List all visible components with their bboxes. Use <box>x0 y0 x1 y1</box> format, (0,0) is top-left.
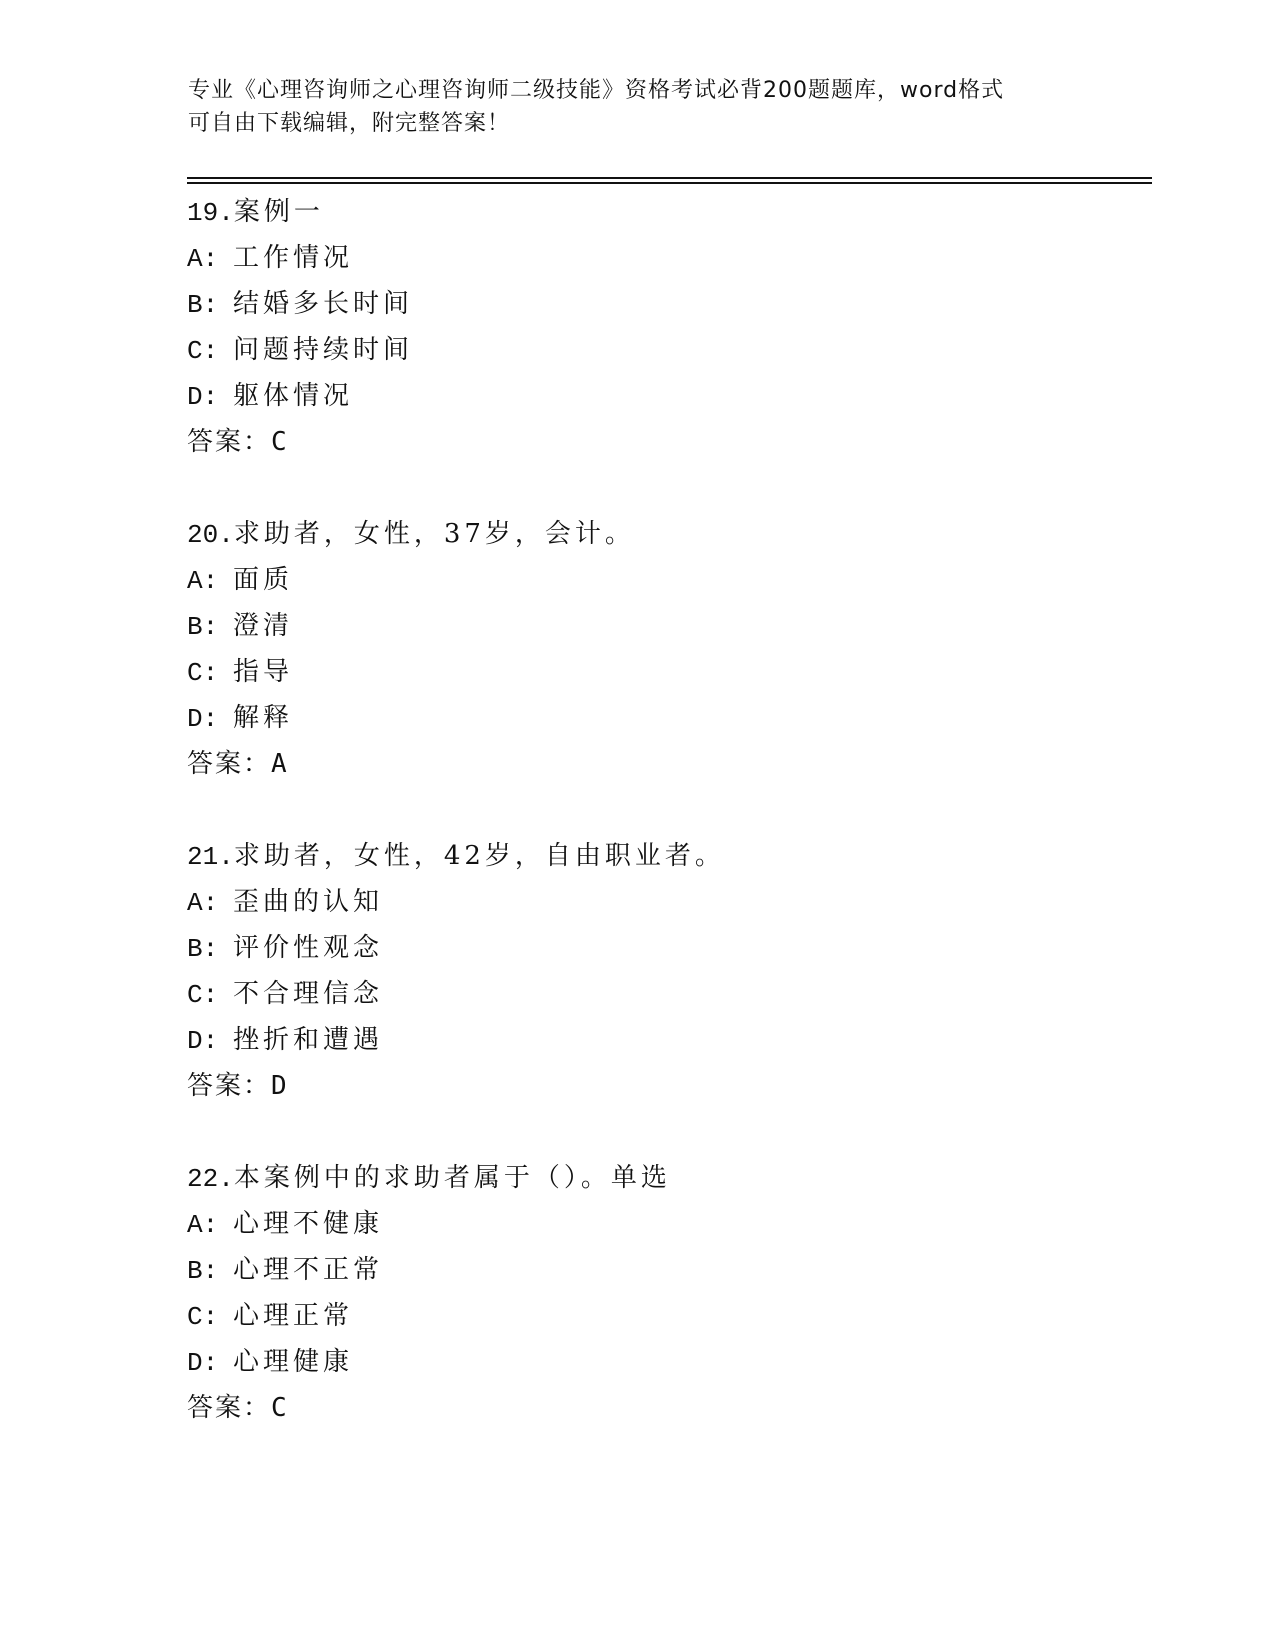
option-text: 工作情况 <box>233 243 354 273</box>
option-a <box>187 1201 1147 1247</box>
option-letter: D: <box>187 382 219 412</box>
option-text: 评价性观念 <box>233 933 384 963</box>
option-letter: C: <box>187 1302 219 1332</box>
option-text: 解释 <box>233 703 294 733</box>
option-c <box>187 1293 1147 1339</box>
question-number: 19. <box>187 198 234 228</box>
question-number: 22. <box>187 1164 234 1194</box>
header-divider-top <box>187 177 1152 179</box>
question-number: 21. <box>187 842 234 872</box>
question-text: 求助者，女性，42岁，自由职业者。 <box>233 841 725 871</box>
question-22 <box>187 1155 1147 1431</box>
answer-label: 答案： <box>187 1071 272 1101</box>
option-a <box>187 557 1147 603</box>
option-letter: B: <box>187 290 219 320</box>
answer-value: A <box>271 749 287 779</box>
option-text: 问题持续时间 <box>233 335 414 365</box>
header-divider-bottom <box>187 182 1152 184</box>
option-letter: A: <box>187 566 219 596</box>
option-b <box>187 603 1147 649</box>
answer-line <box>187 741 1147 787</box>
answer-value: C <box>271 1393 287 1423</box>
answer-value: C <box>271 427 287 457</box>
option-text: 心理不正常 <box>233 1255 384 1285</box>
answer-value: D <box>271 1071 287 1101</box>
option-letter: C: <box>187 980 219 1010</box>
option-text: 澄清 <box>233 611 294 641</box>
header-line-2: 可自由下载编辑，附完整答案！ <box>188 111 511 136</box>
header-line-1: 专业《心理咨询师之心理咨询师二级技能》资格考试必背200题题库，word格式 <box>188 78 1005 103</box>
option-b <box>187 925 1147 971</box>
option-a <box>187 879 1147 925</box>
option-letter: C: <box>187 658 219 688</box>
option-text: 躯体情况 <box>233 381 354 411</box>
option-text: 心理健康 <box>233 1347 354 1377</box>
question-21 <box>187 833 1147 1109</box>
option-letter: C: <box>187 336 219 366</box>
option-letter: A: <box>187 244 219 274</box>
option-text: 指导 <box>233 657 294 687</box>
question-list <box>187 189 1147 1477</box>
option-text: 歪曲的认知 <box>233 887 384 917</box>
question-text: 案例一 <box>233 197 324 227</box>
option-c <box>187 327 1147 373</box>
answer-label: 答案： <box>187 1393 272 1423</box>
option-letter: D: <box>187 1026 219 1056</box>
question-stem <box>187 833 1147 879</box>
answer-label: 答案： <box>187 427 272 457</box>
document-header <box>188 74 1088 140</box>
question-19 <box>187 189 1147 465</box>
option-letter: D: <box>187 704 219 734</box>
question-text: 求助者，女性，37岁，会计。 <box>233 519 635 549</box>
option-d <box>187 1339 1147 1385</box>
option-letter: B: <box>187 934 219 964</box>
answer-line <box>187 1385 1147 1431</box>
answer-label: 答案： <box>187 749 272 779</box>
option-letter: D: <box>187 1348 219 1378</box>
option-text: 不合理信念 <box>233 979 384 1009</box>
option-text: 面质 <box>233 565 294 595</box>
question-stem <box>187 1155 1147 1201</box>
answer-line <box>187 1063 1147 1109</box>
question-stem <box>187 511 1147 557</box>
option-text: 挫折和遭遇 <box>233 1025 384 1055</box>
option-text: 心理正常 <box>233 1301 354 1331</box>
option-b <box>187 1247 1147 1293</box>
option-c <box>187 649 1147 695</box>
question-20 <box>187 511 1147 787</box>
question-stem <box>187 189 1147 235</box>
answer-line <box>187 419 1147 465</box>
option-b <box>187 281 1147 327</box>
option-letter: A: <box>187 888 219 918</box>
option-letter: B: <box>187 1256 219 1286</box>
question-text: 本案例中的求助者属于（）。单选 <box>233 1163 671 1193</box>
option-letter: B: <box>187 612 219 642</box>
option-d <box>187 1017 1147 1063</box>
option-a <box>187 235 1147 281</box>
option-c <box>187 971 1147 1017</box>
option-d <box>187 373 1147 419</box>
option-text: 心理不健康 <box>233 1209 384 1239</box>
option-text: 结婚多长时间 <box>233 289 414 319</box>
question-number: 20. <box>187 520 234 550</box>
option-letter: A: <box>187 1210 219 1240</box>
option-d <box>187 695 1147 741</box>
